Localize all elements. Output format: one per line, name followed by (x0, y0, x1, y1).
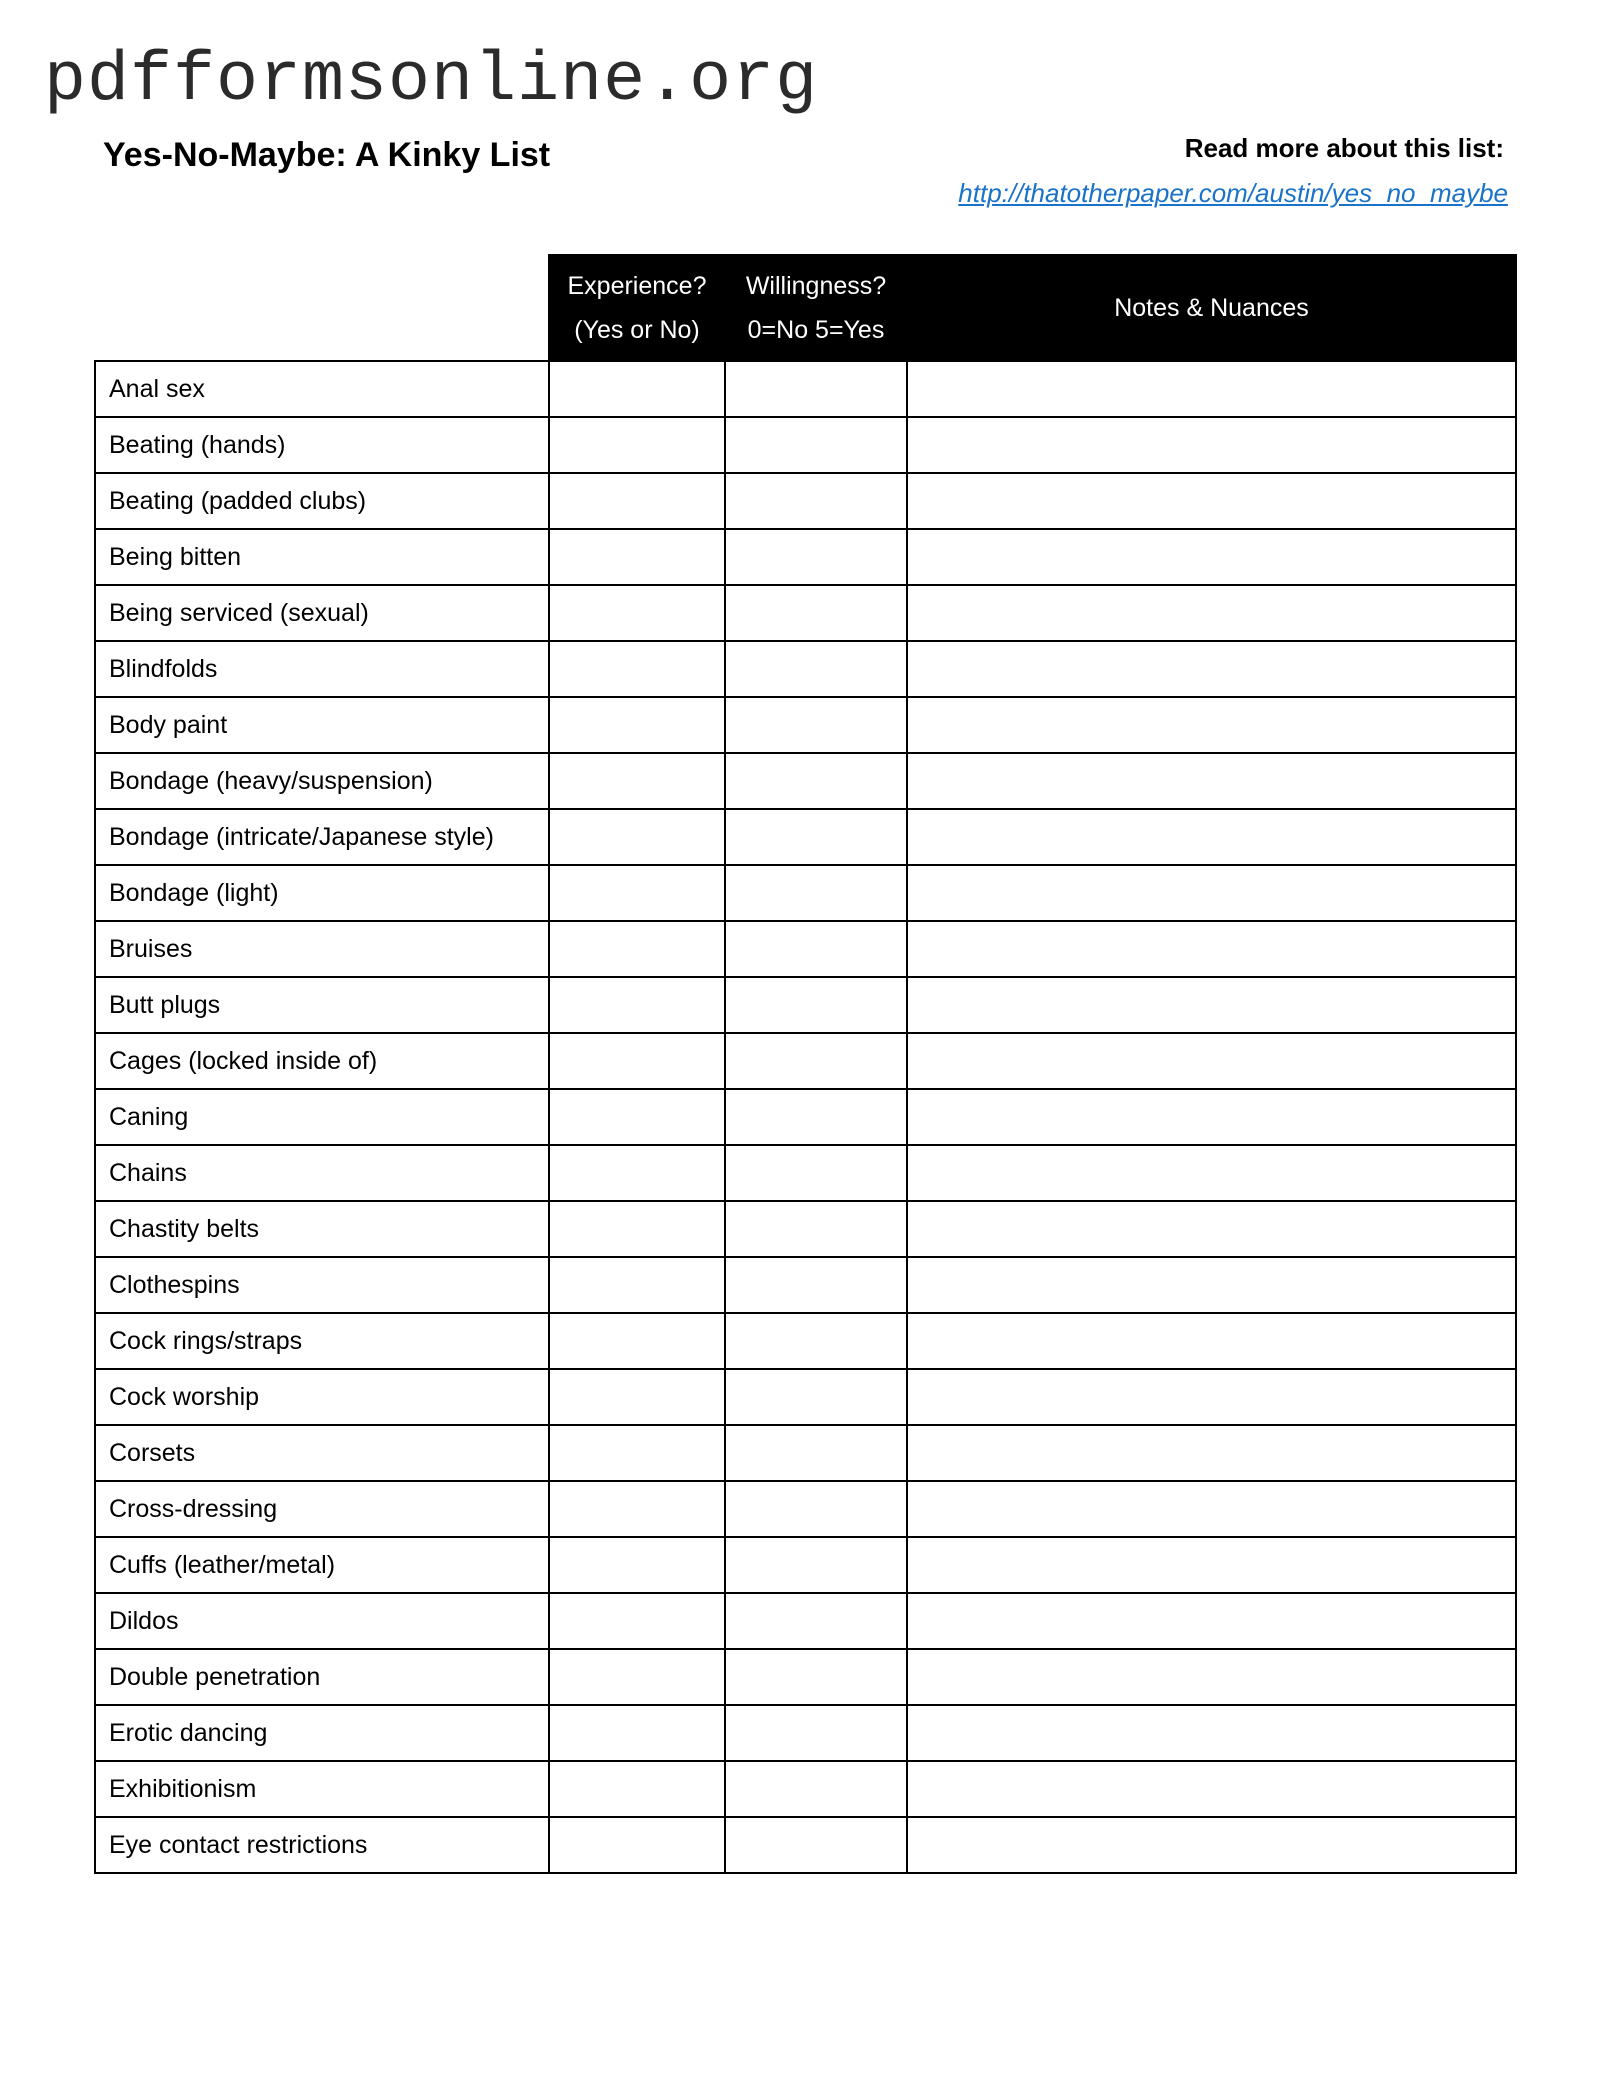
notes-cell[interactable] (907, 1649, 1516, 1705)
activity-label: Exhibitionism (95, 1761, 549, 1817)
activity-label: Corsets (95, 1425, 549, 1481)
experience-cell[interactable] (549, 809, 725, 865)
table-row (95, 417, 1516, 473)
activity-label: Blindfolds (95, 641, 549, 697)
table-row (95, 1705, 1516, 1761)
table-row (95, 1257, 1516, 1313)
notes-cell[interactable] (907, 1033, 1516, 1089)
activity-label: Clothespins (95, 1257, 549, 1313)
experience-cell[interactable] (549, 1089, 725, 1145)
willingness-cell[interactable] (725, 585, 907, 641)
notes-cell[interactable] (907, 1705, 1516, 1761)
notes-cell[interactable] (907, 697, 1516, 753)
table-row (95, 1033, 1516, 1089)
experience-cell[interactable] (549, 1537, 725, 1593)
willingness-cell[interactable] (725, 921, 907, 977)
table-row (95, 1649, 1516, 1705)
table-row (95, 1593, 1516, 1649)
table-body (95, 361, 1516, 1873)
notes-cell[interactable] (907, 417, 1516, 473)
notes-column-header: Notes & Nuances (907, 255, 1516, 361)
notes-cell[interactable] (907, 1537, 1516, 1593)
table-row (95, 865, 1516, 921)
notes-cell[interactable] (907, 585, 1516, 641)
activity-label: Chains (95, 1145, 549, 1201)
notes-cell[interactable] (907, 1089, 1516, 1145)
read-more-link[interactable]: http://thatotherpaper.com/austin/yes_no_maybe (958, 178, 1508, 208)
willingness-cell[interactable] (725, 1033, 907, 1089)
activity-label: Bondage (heavy/suspension) (95, 753, 549, 809)
willingness-cell[interactable] (725, 977, 907, 1033)
experience-column-header (549, 255, 725, 361)
table-row (95, 473, 1516, 529)
table-header-row (95, 255, 1516, 361)
notes-cell[interactable] (907, 865, 1516, 921)
experience-cell[interactable] (549, 921, 725, 977)
experience-cell[interactable] (549, 1033, 725, 1089)
experience-cell[interactable] (549, 697, 725, 753)
table-row (95, 1481, 1516, 1537)
table-row (95, 1201, 1516, 1257)
activity-label: Bruises (95, 921, 549, 977)
experience-cell[interactable] (549, 1705, 725, 1761)
willingness-cell[interactable] (725, 1369, 907, 1425)
willingness-cell[interactable] (725, 697, 907, 753)
kink-list-table (94, 254, 1517, 1874)
willingness-cell[interactable] (725, 1593, 907, 1649)
table-row (95, 977, 1516, 1033)
experience-header-line-1: Experience? (567, 272, 707, 300)
activity-label: Being bitten (95, 529, 549, 585)
notes-cell[interactable] (907, 1201, 1516, 1257)
table-row (95, 641, 1516, 697)
notes-cell[interactable] (907, 1369, 1516, 1425)
activity-label: Cross-dressing (95, 1481, 549, 1537)
willingness-cell[interactable] (725, 1481, 907, 1537)
activity-label: Body paint (95, 697, 549, 753)
experience-cell[interactable] (549, 1817, 725, 1873)
willingness-cell[interactable] (725, 753, 907, 809)
notes-cell[interactable] (907, 1425, 1516, 1481)
table-row (95, 1145, 1516, 1201)
willingness-column-header (725, 255, 907, 361)
notes-cell[interactable] (907, 473, 1516, 529)
notes-cell[interactable] (907, 753, 1516, 809)
table-row (95, 1089, 1516, 1145)
experience-cell[interactable] (549, 865, 725, 921)
experience-cell[interactable] (549, 585, 725, 641)
notes-cell[interactable] (907, 1145, 1516, 1201)
activity-label: Cock rings/straps (95, 1313, 549, 1369)
activity-label: Eye contact restrictions (95, 1817, 549, 1873)
willingness-cell[interactable] (725, 865, 907, 921)
table-row (95, 1425, 1516, 1481)
notes-cell[interactable] (907, 1257, 1516, 1313)
read-more-label: Read more about this list: (1184, 133, 1504, 163)
experience-cell[interactable] (549, 977, 725, 1033)
willingness-cell[interactable] (725, 529, 907, 585)
willingness-cell[interactable] (725, 1817, 907, 1873)
table-row (95, 921, 1516, 977)
activity-label: Butt plugs (95, 977, 549, 1033)
experience-cell[interactable] (549, 361, 725, 417)
notes-cell[interactable] (907, 809, 1516, 865)
table-row (95, 809, 1516, 865)
table-row (95, 1761, 1516, 1817)
willingness-cell[interactable] (725, 641, 907, 697)
experience-cell[interactable] (549, 1649, 725, 1705)
activity-label: Cages (locked inside of) (95, 1033, 549, 1089)
willingness-header-line-2: 0=No 5=Yes (747, 316, 885, 344)
notes-cell[interactable] (907, 977, 1516, 1033)
notes-cell[interactable] (907, 361, 1516, 417)
experience-cell[interactable] (549, 641, 725, 697)
experience-cell[interactable] (549, 1145, 725, 1201)
activity-label: Bondage (intricate/Japanese style) (95, 809, 549, 865)
notes-cell[interactable] (907, 1313, 1516, 1369)
activity-label: Being serviced (sexual) (95, 585, 549, 641)
document-title: Yes-No-Maybe: A Kinky List (103, 136, 551, 174)
activity-label: Anal sex (95, 361, 549, 417)
willingness-cell[interactable] (725, 1145, 907, 1201)
activity-label: Cuffs (leather/metal) (95, 1537, 549, 1593)
table-row (95, 529, 1516, 585)
notes-cell[interactable] (907, 1593, 1516, 1649)
experience-cell[interactable] (549, 417, 725, 473)
experience-cell[interactable] (549, 1593, 725, 1649)
notes-cell[interactable] (907, 1761, 1516, 1817)
experience-cell[interactable] (549, 1201, 725, 1257)
experience-cell[interactable] (549, 473, 725, 529)
activity-label: Beating (hands) (95, 417, 549, 473)
header-blank-cell (95, 255, 549, 361)
activity-label: Chastity belts (95, 1201, 549, 1257)
table-row (95, 1313, 1516, 1369)
willingness-cell[interactable] (725, 1257, 907, 1313)
site-watermark: pdfformsonline.org (44, 42, 819, 121)
willingness-cell[interactable] (725, 1537, 907, 1593)
experience-cell[interactable] (549, 1425, 725, 1481)
willingness-cell[interactable] (725, 1761, 907, 1817)
willingness-cell[interactable] (725, 1705, 907, 1761)
table-row (95, 697, 1516, 753)
experience-cell[interactable] (549, 753, 725, 809)
table-row (95, 361, 1516, 417)
activity-label: Cock worship (95, 1369, 549, 1425)
notes-cell[interactable] (907, 1481, 1516, 1537)
notes-cell[interactable] (907, 921, 1516, 977)
willingness-cell[interactable] (725, 1089, 907, 1145)
willingness-cell[interactable] (725, 417, 907, 473)
table-row (95, 1537, 1516, 1593)
willingness-cell[interactable] (725, 1425, 907, 1481)
willingness-cell[interactable] (725, 473, 907, 529)
table-row (95, 585, 1516, 641)
activity-label: Double penetration (95, 1649, 549, 1705)
willingness-header-line-1: Willingness? (745, 272, 887, 300)
table-row (95, 1817, 1516, 1873)
notes-cell[interactable] (907, 529, 1516, 585)
table-row (95, 1369, 1516, 1425)
notes-cell[interactable] (907, 641, 1516, 697)
table-row (95, 753, 1516, 809)
experience-cell[interactable] (549, 529, 725, 585)
experience-cell[interactable] (549, 1257, 725, 1313)
willingness-cell[interactable] (725, 1313, 907, 1369)
willingness-cell[interactable] (725, 1649, 907, 1705)
experience-cell[interactable] (549, 1761, 725, 1817)
notes-cell[interactable] (907, 1817, 1516, 1873)
willingness-cell[interactable] (725, 1201, 907, 1257)
experience-header-line-2: (Yes or No) (574, 316, 700, 344)
willingness-cell[interactable] (725, 809, 907, 865)
activity-label: Beating (padded clubs) (95, 473, 549, 529)
activity-label: Erotic dancing (95, 1705, 549, 1761)
experience-cell[interactable] (549, 1481, 725, 1537)
activity-label: Dildos (95, 1593, 549, 1649)
experience-cell[interactable] (549, 1369, 725, 1425)
activity-label: Bondage (light) (95, 865, 549, 921)
activity-label: Caning (95, 1089, 549, 1145)
willingness-cell[interactable] (725, 361, 907, 417)
experience-cell[interactable] (549, 1313, 725, 1369)
